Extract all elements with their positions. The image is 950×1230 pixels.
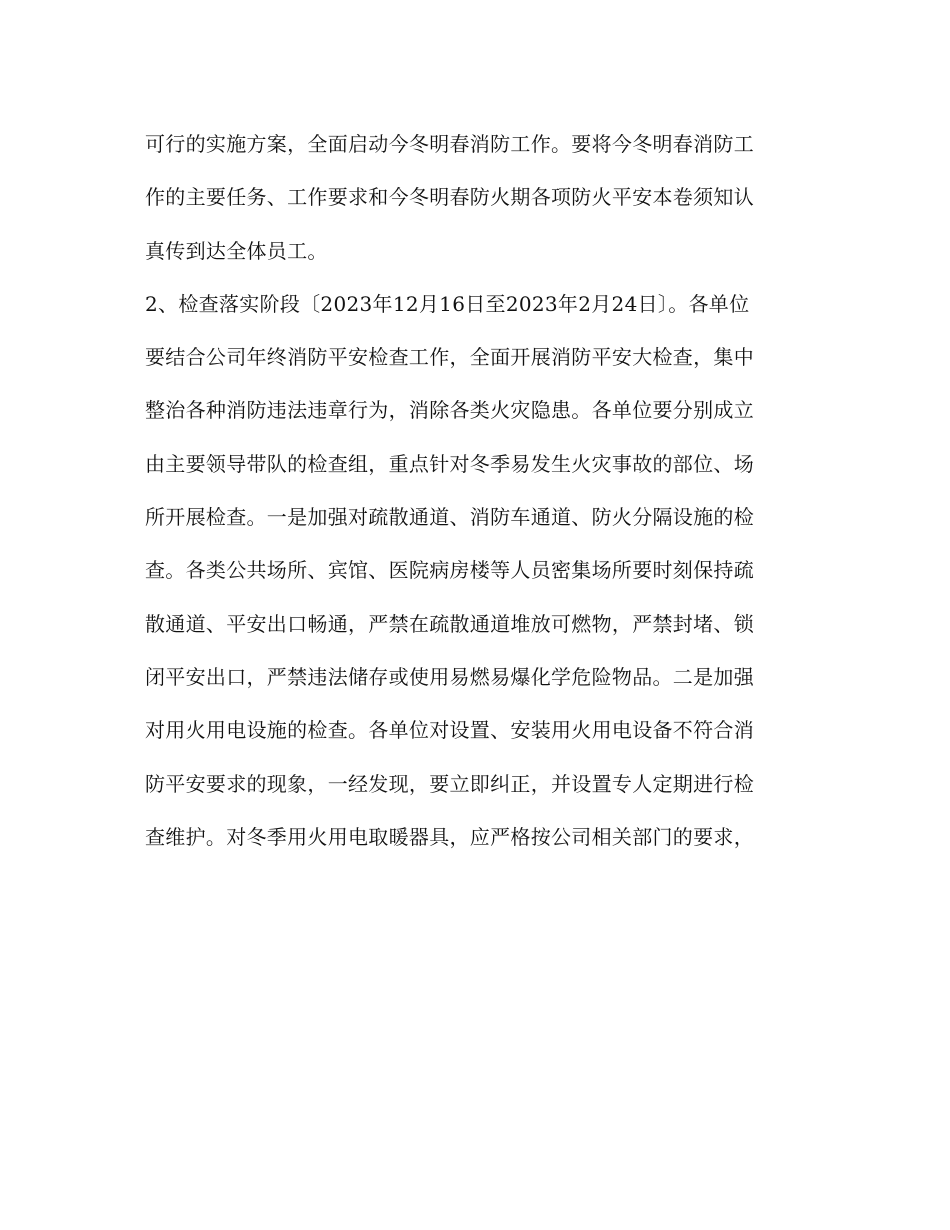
text-line: 所开展检查。一是加强对疏散通道、消防车通道、防火分隔设施的检 bbox=[145, 505, 754, 530]
text-line: 查维护。对冬季用火用电取暖器具，应严格按公司相关部门的要求， bbox=[145, 824, 754, 849]
text-line: 闭平安出口，严禁违法储存或使用易燃易爆化学危险物品。二是加强 bbox=[145, 664, 754, 689]
text-line: 作的主要任务、工作要求和今冬明春防火期各项防火平安本卷须知认 bbox=[145, 185, 754, 210]
text-line: 散通道、平安出口畅通，严禁在疏散通道堆放可燃物，严禁封堵、锁 bbox=[145, 611, 754, 636]
text-line: 可行的实施方案，全面启动今冬明春消防工作。要将今冬明春消防工 bbox=[145, 132, 754, 156]
text-line: 整治各种消防违法违章行为，消除各类火灾隐患。各单位要分别成立 bbox=[145, 398, 754, 423]
text-line: 真传到达全体员工。 bbox=[145, 238, 328, 263]
text-line: 要结合公司年终消防平安检查工作，全面开展消防平安大检查，集中 bbox=[145, 345, 754, 370]
text-line: 查。各类公共场所、宾馆、医院病房楼等人员密集场所要时刻保持疏 bbox=[145, 558, 754, 583]
text-line: 对用火用电设施的检查。各单位对设置、安装用火用电设备不符合消 bbox=[145, 718, 754, 743]
text-line: 2、检查落实阶段〔2023年12月16日至2023年2月24日〕。各单位 bbox=[145, 291, 750, 316]
text-line: 防平安要求的现象，一经发现，要立即纠正，并设置专人定期进行检 bbox=[145, 771, 754, 796]
text-line: 由主要领导带队的检查组，重点针对冬季易发生火灾事故的部位、场 bbox=[145, 451, 754, 476]
body-text bbox=[145, 124, 810, 870]
